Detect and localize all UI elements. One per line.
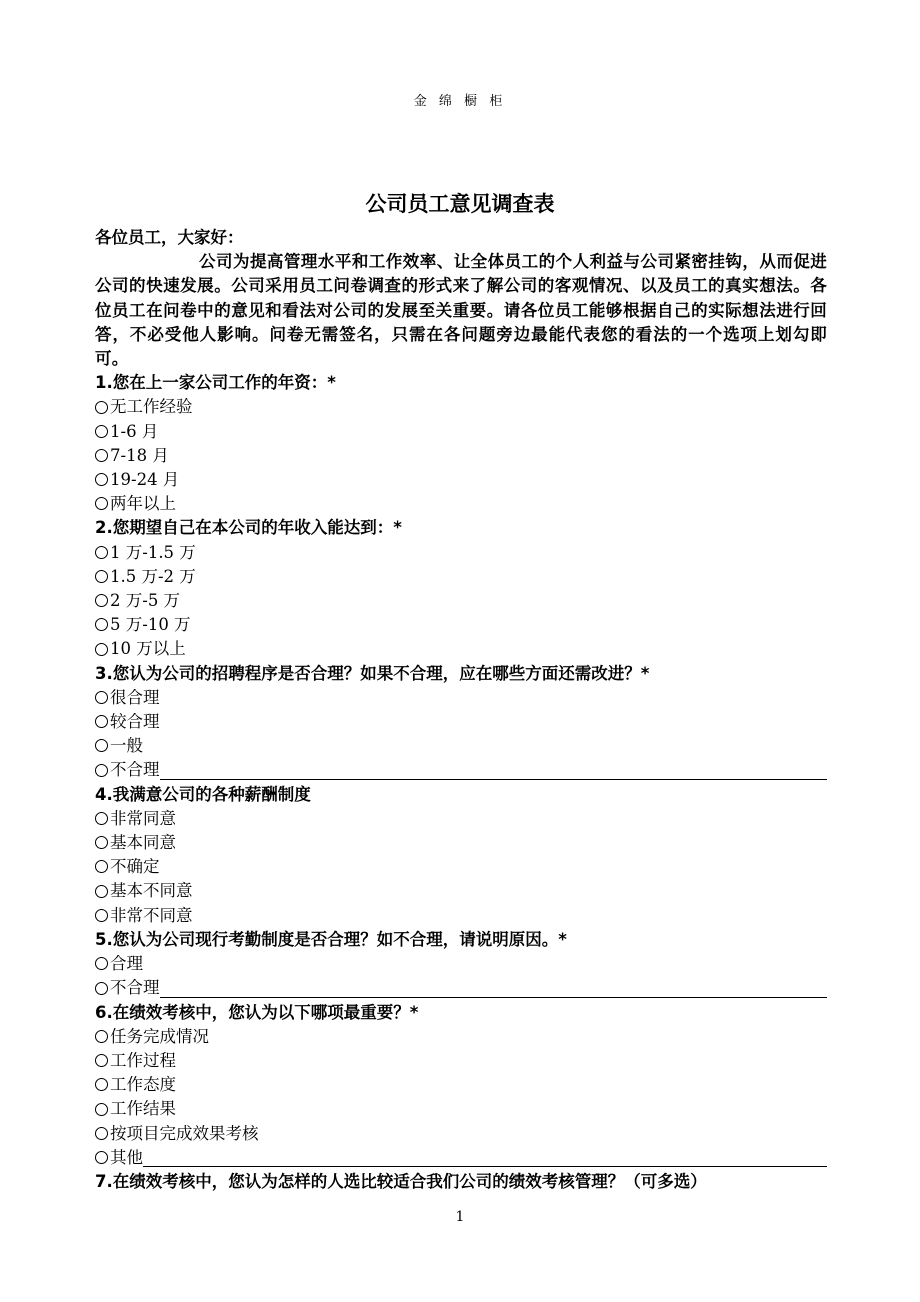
question-1: 1.您在上一家公司工作的年资：* [95,373,336,393]
radio-icon[interactable] [95,982,108,995]
option-label: 其他 [110,1147,143,1167]
option-q6-1[interactable] [95,1025,827,1049]
radio-icon[interactable] [95,570,108,583]
option-label: 两年以上 [110,494,176,514]
radio-icon[interactable] [95,546,108,559]
option-label: 合理 [110,954,143,974]
option-label: 1 万-1.5 万 [110,542,196,562]
option-label: 基本不同意 [110,881,193,901]
radio-icon[interactable] [95,1103,108,1116]
option-label: 较合理 [110,712,160,732]
radio-icon[interactable] [95,643,108,656]
option-q3-2[interactable] [95,710,827,734]
radio-icon[interactable] [95,473,108,486]
radio-icon[interactable] [95,812,108,825]
question-4: 4.我满意公司的各种薪酬制度 [95,784,311,804]
question-3: 3.您认为公司的招聘程序是否合理？如果不合理，应在哪些方面还需改进？* [95,663,650,683]
question-6: 6.在绩效考核中，您认为以下哪项最重要？* [95,1002,419,1022]
option-q2-4[interactable] [95,613,827,637]
option-q6-3[interactable] [95,1073,827,1097]
question-5: 5.您认为公司现行考勤制度是否合理？如不合理，请说明原因。* [95,929,567,949]
radio-icon[interactable] [95,739,108,752]
option-q5-1[interactable] [95,952,827,976]
option-q6-6[interactable] [95,1146,827,1170]
radio-icon[interactable] [95,885,108,898]
page-number: 1 [455,1209,465,1225]
radio-icon[interactable] [95,449,108,462]
radio-icon[interactable] [95,1151,108,1164]
option-label: 工作过程 [110,1050,176,1070]
radio-icon[interactable] [95,401,108,414]
option-q4-5[interactable] [95,904,827,928]
survey-body [95,226,827,1194]
option-label: 7-18 月 [110,445,169,465]
option-label: 1-6 月 [110,421,159,441]
option-q4-1[interactable] [95,807,827,831]
option-q3-4[interactable] [95,758,827,782]
option-label: 不合理 [110,760,160,780]
option-q6-4[interactable] [95,1097,827,1121]
option-label: 10 万以上 [110,639,186,659]
option-label: 工作态度 [110,1075,176,1095]
radio-icon[interactable] [95,497,108,510]
option-label: 按项目完成效果考核 [110,1123,259,1143]
radio-icon[interactable] [95,691,108,704]
radio-icon[interactable] [95,1127,108,1140]
option-q3-1[interactable] [95,686,827,710]
option-q1-5[interactable] [95,492,827,516]
option-q1-1[interactable] [95,395,827,419]
option-label: 任务完成情况 [110,1026,209,1046]
radio-icon[interactable] [95,909,108,922]
radio-icon[interactable] [95,594,108,607]
radio-icon[interactable] [95,957,108,970]
radio-icon[interactable] [95,715,108,728]
radio-icon[interactable] [95,1078,108,1091]
radio-icon[interactable] [95,425,108,438]
radio-icon[interactable] [95,1030,108,1043]
question-7: 7.在绩效考核中，您认为怎样的人选比较适合我们公司的绩效考核管理？（可多选） [95,1171,707,1191]
option-q4-2[interactable] [95,831,827,855]
option-q3-3[interactable] [95,734,827,758]
option-label: 1.5 万-2 万 [110,566,196,586]
option-q6-5[interactable] [95,1122,827,1146]
option-q5-2[interactable] [95,976,827,1000]
intro-paragraph: 公司为提高管理水平和工作效率、让全体员工的个人利益与公司紧密挂钩，从而促进公司的快速发展。公司采用员工问卷调查的形式来了解公司的客观情况、以及员工的真实想法。各位员工在问卷中的意见和看法对公司的发展至关重要。请各位员工能够根据自己的实际想法进行回答，不必受他人影响。问卷无需签名，只需在各问题旁边最能代表您的看法的一个选项上划勾即可。 [95,252,827,369]
option-label: 不合理 [110,978,160,998]
answer-line[interactable] [160,778,828,780]
answer-line[interactable] [143,1165,827,1167]
option-label: 工作结果 [110,1099,176,1119]
radio-icon[interactable] [95,836,108,849]
option-label: 非常同意 [110,808,176,828]
option-label: 不确定 [110,857,160,877]
option-q2-2[interactable] [95,565,827,589]
radio-icon[interactable] [95,618,108,631]
option-q1-3[interactable] [95,444,827,468]
answer-line[interactable] [160,996,828,998]
question-2: 2.您期望自己在本公司的年收入能达到：* [95,518,402,538]
option-q2-3[interactable] [95,589,827,613]
option-q6-2[interactable] [95,1049,827,1073]
greeting: 各位员工，大家好： [95,228,244,247]
option-label: 基本同意 [110,833,176,853]
radio-icon[interactable] [95,860,108,873]
option-label: 2 万-5 万 [110,591,181,611]
document-title: 公司员工意见调查表 [365,192,555,216]
option-q2-1[interactable] [95,541,827,565]
radio-icon[interactable] [95,764,108,777]
page-header: 金 绵 橱 柜 [413,94,507,109]
option-label: 5 万-10 万 [110,615,191,635]
option-q1-4[interactable] [95,468,827,492]
option-q4-4[interactable] [95,879,827,903]
option-q1-2[interactable] [95,420,827,444]
radio-icon[interactable] [95,1054,108,1067]
option-label: 19-24 月 [110,470,180,490]
option-q4-3[interactable] [95,855,827,879]
option-label: 非常不同意 [110,905,193,925]
option-label: 无工作经验 [110,397,193,417]
option-label: 一般 [110,736,143,756]
option-label: 很合理 [110,687,160,707]
option-q2-5[interactable] [95,637,827,661]
